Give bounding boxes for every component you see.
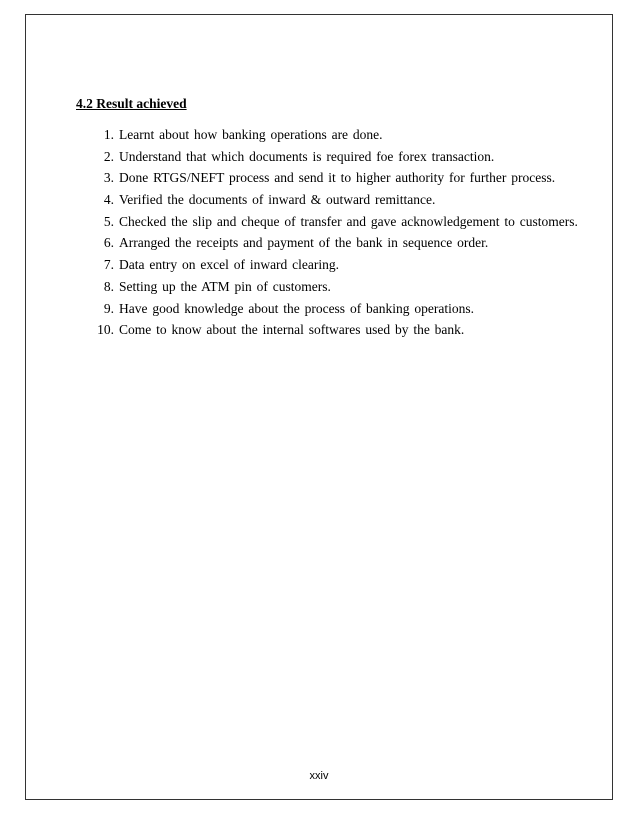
page-number: xxiv [309,770,329,782]
item-text: Understand that which documents is required foe forex transaction. [119,148,495,164]
list-item [90,319,578,341]
item-text: Verified the documents of inward & outward remittance. [119,192,436,208]
item-number: 1. [103,127,114,142]
list-item [90,232,578,254]
item-text: Arranged the receipts and payment of the bank in sequence order. [119,235,489,251]
item-number: 2. [103,148,114,164]
item-number: 8. [103,278,114,294]
list-item [90,298,578,320]
item-number: 5. [103,213,114,229]
item-text: Come to know about the internal softwares used by the bank. [119,322,465,338]
list-item [90,276,578,298]
item-text: Done RTGS/NEFT process and send it to higher authority for further process. [119,170,556,186]
list-item [90,146,578,168]
item-number: 7. [103,257,114,273]
list-item [90,211,578,233]
list-item [90,167,578,189]
item-number: 3. [103,170,114,186]
list-item [90,189,578,211]
results-list [90,124,578,341]
item-text: Learnt about how banking operations are done. [119,127,383,142]
item-number: 4. [103,192,114,208]
item-text: Have good knowledge about the process of banking operations. [119,300,475,316]
item-text: Checked the slip and cheque of transfer and gave acknowledgement to customers. [119,213,578,229]
list-item [90,124,578,146]
item-number: 6. [103,235,114,251]
item-number: 9. [103,300,114,316]
section-heading: 4.2 Result achieved [76,96,187,111]
item-number: 10. [97,322,114,338]
list-item [90,254,578,276]
item-text: Data entry on excel of inward clearing. [119,257,340,273]
item-text: Setting up the ATM pin of customers. [119,278,331,294]
